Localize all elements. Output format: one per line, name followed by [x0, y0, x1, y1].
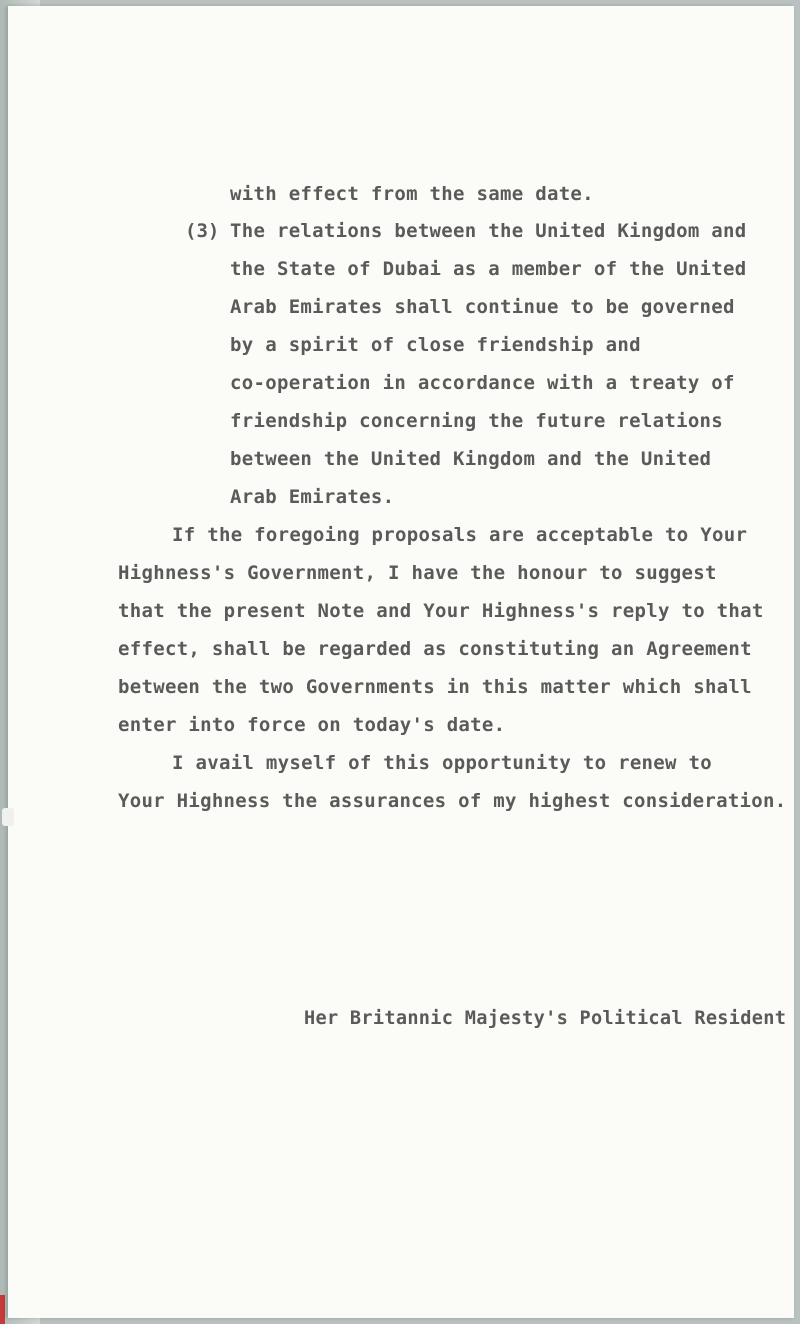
text-line: The relations between the United Kingdom and — [230, 220, 747, 242]
text-line: enter into force on today's date. — [118, 714, 506, 736]
text-line: with effect from the same date. — [230, 183, 594, 205]
text-line: the State of Dubai as a member of the United — [230, 258, 747, 280]
text-line: If the foregoing proposals are acceptable to Your — [172, 524, 748, 546]
text-line: by a spirit of close friendship and — [230, 334, 641, 356]
text-line: I avail myself of this opportunity to renew to — [172, 752, 712, 774]
text-line: Your Highness the assurances of my highest consideration. — [118, 790, 787, 812]
text-line: co-operation in accordance with a treaty of — [230, 372, 735, 394]
text-line: between the two Governments in this matter which shall — [118, 676, 752, 698]
text-line: Arab Emirates shall continue to be governed — [230, 296, 735, 318]
document-page — [8, 6, 794, 1318]
binder-clip — [2, 808, 14, 826]
text-line: that the present Note and Your Highness's reply to that — [118, 600, 764, 622]
folder-red-edge — [0, 1295, 5, 1324]
item-number: (3) — [185, 220, 220, 242]
text-line: Arab Emirates. — [230, 486, 395, 508]
text-line: Highness's Government, I have the honour to suggest — [118, 562, 717, 584]
text-line: friendship concerning the future relations — [230, 410, 724, 432]
signature-line: Her Britannic Majesty's Political Resident — [304, 1007, 787, 1029]
text-line: effect, shall be regarded as constituting an Agreement — [118, 638, 752, 660]
text-line: between the United Kingdom and the United — [230, 448, 712, 470]
